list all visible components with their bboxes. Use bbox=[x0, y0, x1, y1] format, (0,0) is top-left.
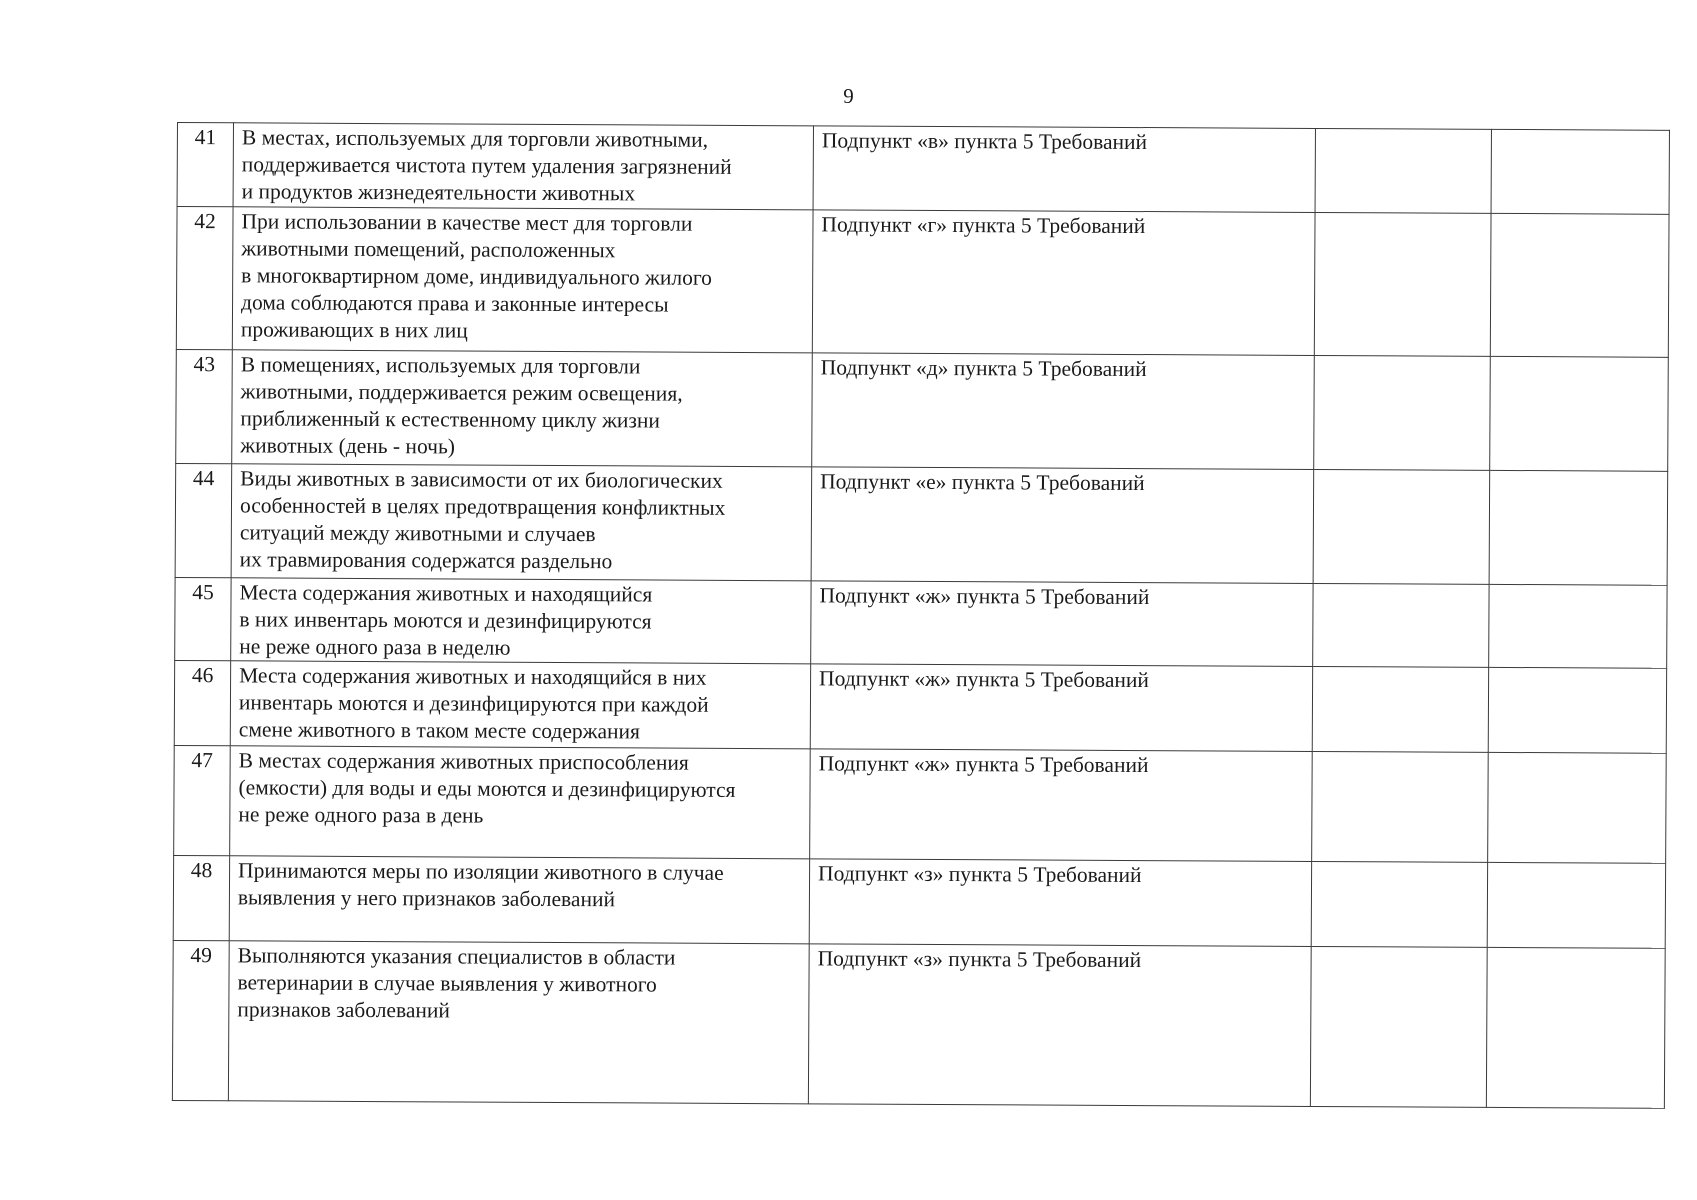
answer-cell[interactable] bbox=[1313, 583, 1489, 667]
requirement-line: Выполняются указания специалистов в области bbox=[237, 943, 676, 970]
requirement-line: Места содержания животных и находящийся bbox=[239, 580, 653, 607]
requirement-line: В местах, используемых для торговли животными, bbox=[241, 125, 709, 152]
requirement-cell bbox=[228, 941, 809, 1104]
requirement-cell bbox=[231, 578, 811, 664]
note-cell[interactable] bbox=[1490, 213, 1669, 357]
table-row bbox=[174, 660, 1666, 753]
table-row bbox=[175, 577, 1667, 668]
requirement-line: выявления у него признаков заболеваний bbox=[237, 885, 616, 912]
requirements-table bbox=[172, 122, 1670, 1109]
requirement-line: В помещениях, используемых для торговли bbox=[240, 352, 641, 379]
legal-reference-cell: Подпункт «ж» пункта 5 Требований bbox=[811, 581, 1313, 667]
requirement-line: проживающих в них лиц bbox=[240, 317, 468, 343]
requirement-line: ситуаций между животными и случаев bbox=[239, 520, 596, 547]
requirement-line: смене животного в таком месте содержания bbox=[238, 717, 641, 744]
requirement-line: Принимаются меры по изоляции животного в случае bbox=[238, 858, 724, 885]
requirement-line: Места содержания животных и находящийся в них bbox=[239, 663, 707, 690]
answer-cell[interactable] bbox=[1315, 128, 1491, 213]
answer-cell[interactable] bbox=[1312, 751, 1489, 862]
note-cell[interactable] bbox=[1489, 470, 1668, 585]
table-row bbox=[176, 207, 1669, 358]
answer-cell[interactable] bbox=[1314, 212, 1491, 356]
row-number: 46 bbox=[174, 660, 230, 745]
requirement-line: (емкости) для воды и еды моются и дезинфицируются bbox=[238, 775, 736, 802]
requirement-line: Виды животных в зависимости от их биологических bbox=[240, 466, 723, 493]
note-cell[interactable] bbox=[1489, 584, 1667, 668]
legal-reference-cell: Подпункт «в» пункта 5 Требований bbox=[813, 126, 1315, 213]
row-number: 49 bbox=[172, 940, 229, 1100]
legal-reference-cell: Подпункт «е» пункта 5 Требований bbox=[811, 467, 1314, 584]
requirement-cell bbox=[230, 661, 810, 749]
requirement-cell bbox=[230, 746, 811, 859]
requirement-line: не реже одного раза в день bbox=[238, 802, 484, 828]
requirement-line: дома соблюдаются права и законные интересы bbox=[240, 290, 669, 317]
answer-cell[interactable] bbox=[1312, 666, 1488, 752]
requirement-cell bbox=[232, 207, 813, 353]
legal-reference-cell: Подпункт «ж» пункта 5 Требований bbox=[810, 749, 1313, 862]
answer-cell[interactable] bbox=[1313, 469, 1490, 584]
row-number: 44 bbox=[175, 463, 232, 577]
requirement-line: их травмирования содержатся раздельно bbox=[239, 547, 613, 574]
requirement-line: приближенный к естественному циклу жизни bbox=[240, 406, 661, 433]
table-row bbox=[174, 745, 1667, 863]
table-body bbox=[172, 123, 1669, 1109]
requirement-line: поддерживается чистота путем удаления загрязнений bbox=[241, 152, 732, 179]
requirement-cell bbox=[233, 123, 813, 210]
note-cell[interactable] bbox=[1488, 667, 1666, 753]
note-cell[interactable] bbox=[1486, 947, 1665, 1108]
requirement-line: животными, поддерживается режим освещения, bbox=[240, 379, 683, 406]
requirement-line: признаков заболеваний bbox=[237, 997, 450, 1023]
requirement-line: не реже одного раза в неделю bbox=[239, 634, 511, 660]
requirement-cell bbox=[229, 856, 809, 944]
table-row bbox=[172, 940, 1665, 1108]
note-cell[interactable] bbox=[1488, 752, 1667, 863]
legal-reference-cell: Подпункт «г» пункта 5 Требований bbox=[812, 210, 1315, 356]
requirement-cell bbox=[231, 464, 812, 581]
requirement-line: животными помещений, расположенных bbox=[241, 236, 616, 263]
note-cell[interactable] bbox=[1491, 129, 1669, 214]
legal-reference-cell: Подпункт «д» пункта 5 Требований bbox=[812, 353, 1315, 470]
legal-reference-cell: Подпункт «з» пункта 5 Требований bbox=[808, 944, 1311, 1107]
requirement-line: инвентарь моются и дезинфицируются при каждой bbox=[238, 690, 709, 717]
requirement-line: в многоквартирном доме, индивидуального жилого bbox=[241, 263, 712, 290]
requirement-cell bbox=[232, 350, 813, 467]
requirement-line: особенностей в целях предотвращения конфликтных bbox=[239, 493, 726, 520]
note-cell[interactable] bbox=[1490, 356, 1669, 471]
requirement-line: животных (день - ночь) bbox=[240, 433, 456, 459]
legal-reference-cell: Подпункт «ж» пункта 5 Требований bbox=[810, 664, 1312, 752]
note-cell[interactable] bbox=[1487, 862, 1665, 948]
row-number: 48 bbox=[173, 855, 229, 940]
answer-cell[interactable] bbox=[1310, 946, 1487, 1107]
legal-reference-cell: Подпункт «з» пункта 5 Требований bbox=[809, 859, 1311, 947]
answer-cell[interactable] bbox=[1314, 355, 1491, 470]
row-number: 43 bbox=[176, 349, 233, 463]
requirement-line: В местах содержания животных приспособления bbox=[238, 748, 689, 775]
requirement-line: При использовании в качестве мест для торговли bbox=[241, 209, 693, 236]
requirement-line: в них инвентарь моются и дезинфицируются bbox=[239, 607, 652, 634]
row-number: 47 bbox=[174, 745, 231, 855]
table-row bbox=[173, 855, 1665, 948]
requirement-line: ветеринарии в случае выявления у животного bbox=[237, 970, 657, 997]
row-number: 42 bbox=[176, 207, 233, 350]
table-row bbox=[175, 463, 1668, 585]
table-row bbox=[177, 123, 1669, 215]
page-number: 9 bbox=[843, 84, 854, 108]
row-number: 41 bbox=[177, 123, 233, 207]
table-row bbox=[176, 349, 1669, 471]
requirement-line: и продуктов жизнедеятельности животных bbox=[241, 179, 636, 206]
answer-cell[interactable] bbox=[1311, 861, 1487, 947]
row-number: 45 bbox=[175, 577, 231, 660]
